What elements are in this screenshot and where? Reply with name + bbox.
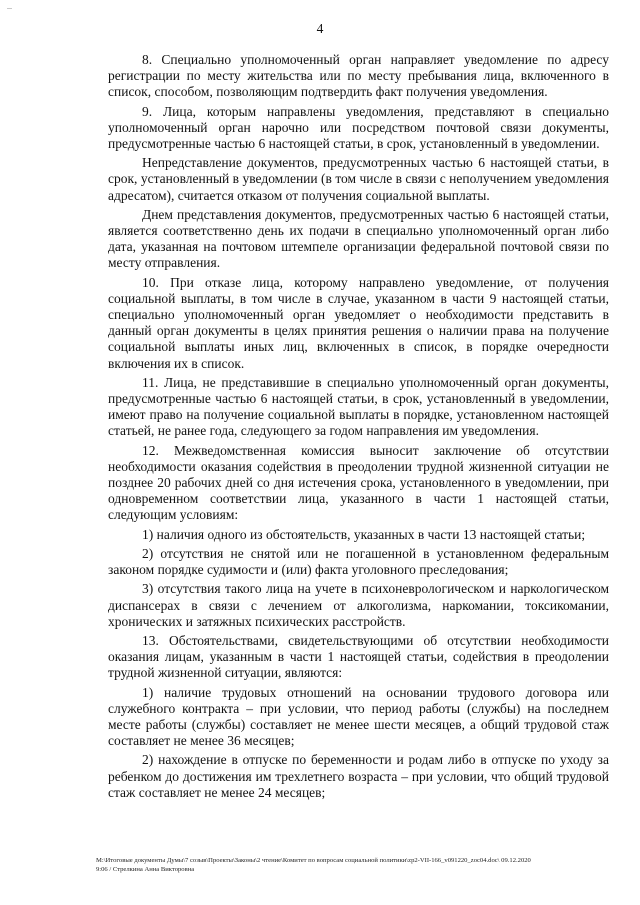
paragraph-9: 9. Лица, которым направлены уведомления, представляют в специально уполномоченный орган нарочно или посредством почтовой связи документы, предусмотренные частью 6 настоящей статьи, в срок, установленный в уведомлении. xyxy=(108,103,609,152)
paragraph-12-item-1: 1) наличия одного из обстоятельств, указанных в части 13 настоящей статьи; xyxy=(142,526,586,542)
paragraph-12-item-2: 2) отсутствия не снятой или не погашенной в установленном федеральным законом порядке судимости и (или) факта уголовного преследования; xyxy=(108,545,609,578)
paragraph-9-nonsubmission: Непредставление документов, предусмотренных частью 6 настоящей статьи, в срок, установленный в уведомлении (в том числе в связи с неполучением уведомления адресатом), считается отказом от получения социальной выплаты. xyxy=(108,155,609,203)
paragraph-13: 13. Обстоятельствами, свидетельствующими об отсутствии необходимости оказания лицам, указанным в части 1 настоящей статьи, содействия в преодолении трудной жизненной ситуации, являются: xyxy=(108,632,609,681)
paragraph-11: 11. Лица, не представившие в специально уполномоченный орган документы, предусмотренные частью 6 настоящей статьи, в срок, установленный в уведомлении, имеют право на получение социальной выплаты в порядке, установленном настоящей статьей, не ранее года, следующего за годом направления им уведомления. xyxy=(108,374,609,439)
scan-mark xyxy=(7,8,12,9)
paragraph-9-submission-day: Днем представления документов, предусмотренных частью 6 настоящей статьи, является соответственно день их подачи в специально уполномоченный орган либо дата, указанная на почтовом штемпеле организации федеральной почтовой связи по месту отправления. xyxy=(108,206,609,271)
paragraph-12: 12. Межведомственная комиссия выносит заключение об отсутствии необходимости оказания содействия в преодолении трудной жизненной ситуации не позднее 20 рабочих дней со дня истечения срока, установленного в уведомлении, при одновременном соответствии лица, указанного в части 1 настоящей статьи, следующим условиям: xyxy=(108,442,609,523)
footer-path-line: M:\Итоговые документы Думы\7 созыв\Проекты\Законы\2 чтение\Комитет по вопросам социальной политики\zp2-VII-166_v091220_zoc04.doc\ 09.12.2020 xyxy=(96,857,531,864)
paragraph-12-item-3: 3) отсутствия такого лица на учете в психоневрологическом и наркологическом диспансерах в связи с лечением от алкоголизма, наркомании, токсикомании, хронических и затяжных психических расстройств. xyxy=(108,581,609,629)
paragraph-8: 8. Специально уполномоченный орган направляет уведомление по адресу регистрации по месту жительства или по месту пребывания лица, включенного в список, способом, позволяющим подтвердить факт получения уведомления. xyxy=(108,52,609,100)
file-path-footer xyxy=(96,856,616,874)
footer-author-line: 9:06 / Стрелкина Анна Викторовна xyxy=(96,866,195,873)
page-number: 4 xyxy=(316,21,324,36)
paragraph-13-item-2: 2) нахождение в отпуске по беременности и родам либо в отпуске по уходу за ребенком до достижения им трехлетнего возраста – при условии, что общий трудовой стаж составляет не менее 24 месяцев; xyxy=(108,752,609,800)
paragraph-10: 10. При отказе лица, которому направлено уведомление, от получения социальной выплаты, в том числе в случае, указанном в части 9 настоящей статьи, специально уполномоченный орган уведомляет о необходимости представить в данный орган документы в целях принятия решения о наличии права на получение социальной выплаты иных лиц, включенных в список, в порядке очередности включения их в список. xyxy=(108,274,609,371)
paragraph-13-item-1: 1) наличие трудовых отношений на основании трудового договора или служебного контракта – при условии, что период работы (службы) на последнем месте работы (службы) составляет не менее шести месяцев, а общий трудовой стаж составляет не менее 36 месяцев; xyxy=(108,684,609,749)
document-body xyxy=(108,52,609,804)
